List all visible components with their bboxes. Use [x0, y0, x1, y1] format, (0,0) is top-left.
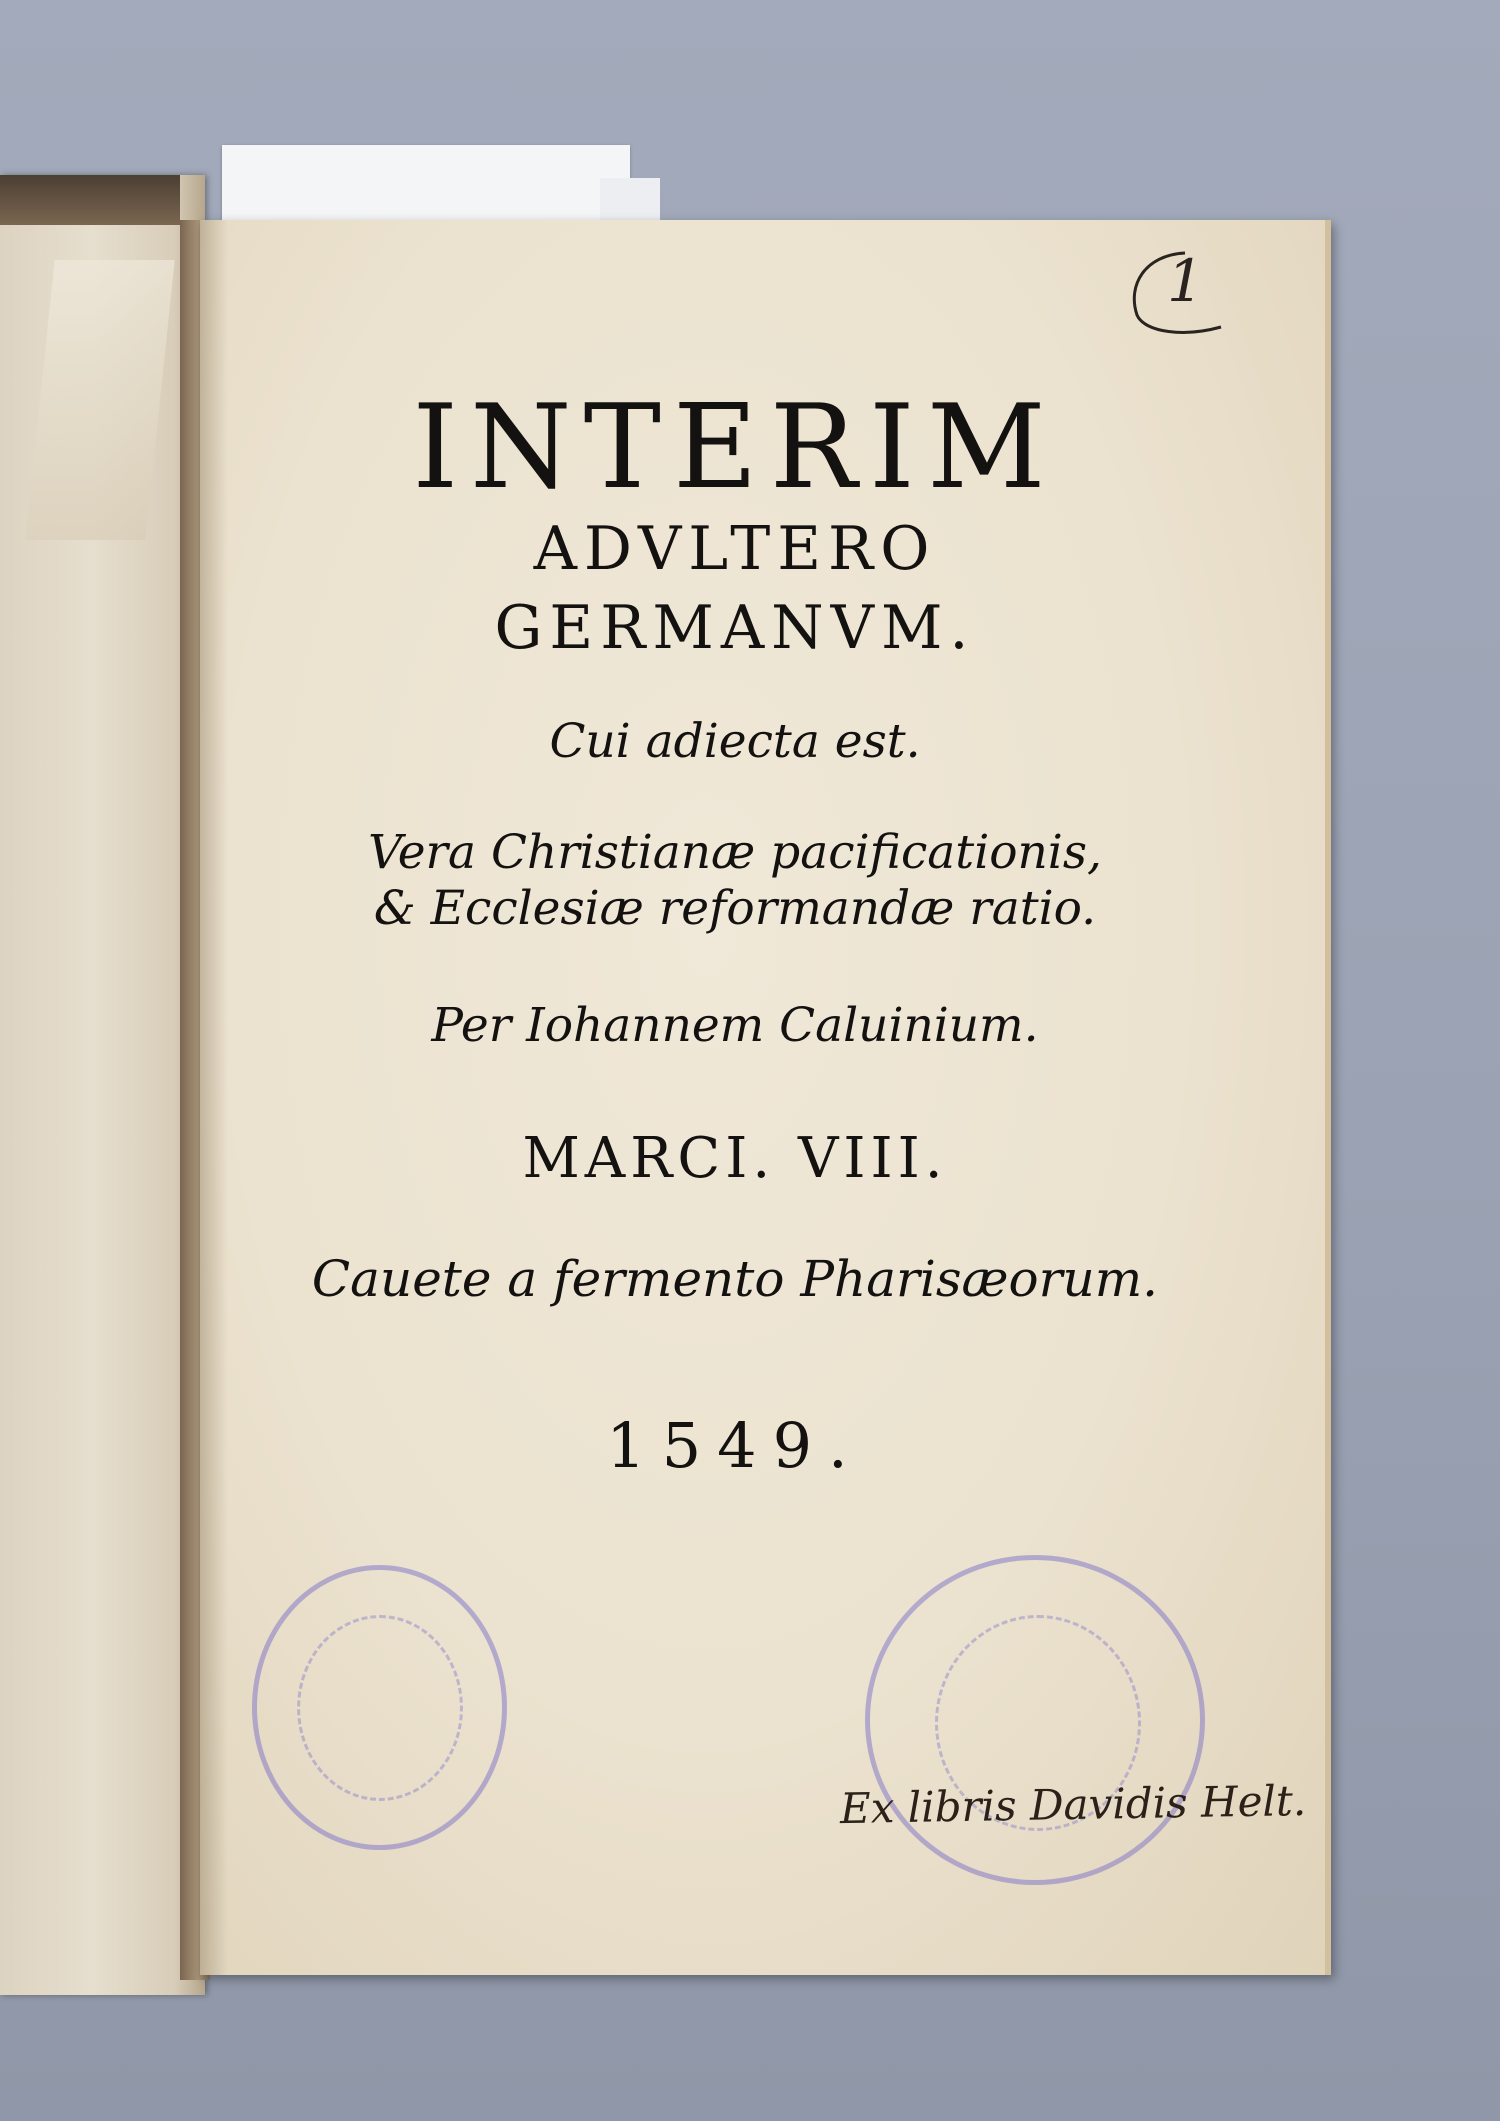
- title-page: [200, 220, 1331, 1975]
- title-page-text: [260, 380, 1210, 1483]
- shelfmark-annotation: [1125, 245, 1225, 340]
- bible-citation: MARCI. VIII.: [522, 1126, 948, 1192]
- page-gutter-shadow: [200, 220, 228, 1975]
- cover-leather-edge: [0, 175, 180, 225]
- library-stamp-left: [252, 1565, 507, 1850]
- page-title: INTERIM: [412, 380, 1058, 515]
- shelfmark-number: 1: [1167, 247, 1204, 315]
- stamp-inner-ring: [297, 1615, 463, 1801]
- ex-libris-inscription: Ex libris Davidis Helt.: [839, 1775, 1307, 1834]
- author-line: Per Iohannem Caluinium.: [431, 997, 1039, 1053]
- vera-line-1: Vera Christianæ pacificationis,: [368, 824, 1102, 880]
- publication-year: 1549.: [606, 1409, 864, 1483]
- library-stamp-right: [865, 1555, 1205, 1885]
- subtitle-line-1: ADVLTERO: [533, 514, 937, 584]
- adiecta-line: Cui adiecta est.: [549, 713, 921, 769]
- motto-line: Cauete a fermento Pharisæorum.: [311, 1250, 1159, 1309]
- subtitle-line-2: GERMANVM.: [494, 592, 976, 663]
- vera-line-2: & Ecclesiæ reformandæ ratio.: [373, 881, 1097, 937]
